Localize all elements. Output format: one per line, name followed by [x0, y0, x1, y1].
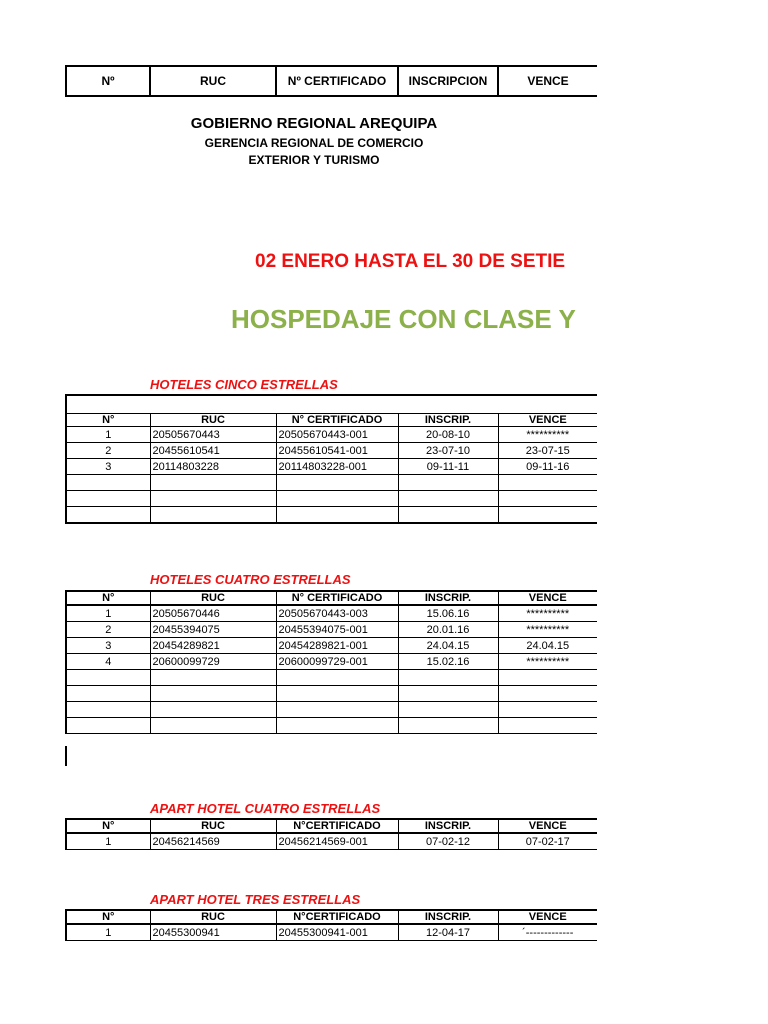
- header-ruc: RUC: [150, 66, 276, 96]
- header-no: Nº: [66, 66, 150, 96]
- cell-no: 2: [66, 622, 150, 638]
- col-no: N°: [66, 414, 150, 427]
- table-row: [66, 443, 597, 459]
- table-row: [66, 638, 597, 654]
- cell-certificado: 20505670443-001: [276, 427, 398, 443]
- cell-inscrip: 20.01.16: [398, 622, 498, 638]
- cell-certificado: 20455610541-001: [276, 443, 398, 459]
- table-apart-cuatro: [65, 818, 597, 850]
- col-ruc: RUC: [150, 414, 276, 427]
- cell-ruc: 20454289821: [150, 638, 276, 654]
- cell-no: 3: [66, 459, 150, 475]
- table-row: [66, 459, 597, 475]
- cell-vence: ´-------------: [498, 924, 597, 941]
- cell-vence: **********: [498, 605, 597, 622]
- table-cinco-estrellas: [65, 394, 597, 524]
- section-label-apart-cuatro: APART HOTEL CUATRO ESTRELLAS: [150, 801, 381, 816]
- cell-ruc: 20455300941: [150, 924, 276, 941]
- col-ruc: RUC: [150, 591, 276, 605]
- org-department-2: EXTERIOR Y TURISMO: [248, 153, 380, 167]
- empty-row: [66, 507, 597, 524]
- col-certificado: N°CERTIFICADO: [276, 819, 398, 833]
- cell-certificado: 20455394075-001: [276, 622, 398, 638]
- col-certificado: N°CERTIFICADO: [276, 910, 398, 924]
- cell-no: 1: [66, 833, 150, 850]
- col-inscrip: INSCRIP.: [398, 414, 498, 427]
- cell-no: 3: [66, 638, 150, 654]
- cell-certificado: 20600099729-001: [276, 654, 398, 670]
- table-row: [66, 622, 597, 638]
- table-row: [66, 427, 597, 443]
- col-inscrip: INSCRIP.: [398, 819, 498, 833]
- table-row: [66, 654, 597, 670]
- section-label-apart-tres: APART HOTEL TRES ESTRELLAS: [150, 892, 361, 907]
- table-row: [66, 833, 597, 850]
- cell-ruc: 20505670446: [150, 605, 276, 622]
- cell-vence: **********: [498, 622, 597, 638]
- table-row: [66, 924, 597, 941]
- col-inscrip: INSCRIP.: [398, 591, 498, 605]
- cell-ruc: 20505670443: [150, 427, 276, 443]
- cell-ruc: 20455394075: [150, 622, 276, 638]
- cell-ruc: 20456214569: [150, 833, 276, 850]
- cell-vence: 23-07-15: [498, 443, 597, 459]
- cell-certificado: 20114803228-001: [276, 459, 398, 475]
- col-vence: VENCE: [498, 591, 597, 605]
- table-blank-row: [66, 395, 597, 414]
- cell-ruc: 20114803228: [150, 459, 276, 475]
- cell-certificado: 20456214569-001: [276, 833, 398, 850]
- col-no: N°: [66, 819, 150, 833]
- table-cuatro-estrellas: [65, 590, 597, 734]
- empty-row: [66, 686, 597, 702]
- col-vence: VENCE: [498, 414, 597, 427]
- cell-inscrip: 20-08-10: [398, 427, 498, 443]
- cell-no: 2: [66, 443, 150, 459]
- cell-vence: 24.04.15: [498, 638, 597, 654]
- col-vence: VENCE: [498, 819, 597, 833]
- cell-inscrip: 15.02.16: [398, 654, 498, 670]
- empty-row: [66, 491, 597, 507]
- cell-certificado: 20454289821-001: [276, 638, 398, 654]
- header-vence: VENCE: [498, 66, 597, 96]
- cell-certificado: 20455300941-001: [276, 924, 398, 941]
- org-name: GOBIERNO REGIONAL AREQUIPA: [190, 115, 438, 132]
- empty-row: [66, 702, 597, 718]
- col-inscrip: INSCRIP.: [398, 910, 498, 924]
- top-header-table: [65, 65, 597, 97]
- section-label-cuatro: HOTELES CUATRO ESTRELLAS: [150, 572, 351, 587]
- period-title: 02 ENERO HASTA EL 30 DE SETIE: [255, 251, 566, 272]
- cell-no: 1: [66, 427, 150, 443]
- cell-inscrip: 24.04.15: [398, 638, 498, 654]
- cell-ruc: 20455610541: [150, 443, 276, 459]
- cell-no: 1: [66, 924, 150, 941]
- cell-inscrip: 23-07-10: [398, 443, 498, 459]
- col-vence: VENCE: [498, 910, 597, 924]
- table-apart-tres: [65, 909, 597, 941]
- cell-no: 4: [66, 654, 150, 670]
- table-side-line: [65, 746, 67, 766]
- cell-vence: **********: [498, 427, 597, 443]
- cell-vence: **********: [498, 654, 597, 670]
- empty-row: [66, 718, 597, 734]
- col-ruc: RUC: [150, 910, 276, 924]
- col-certificado: N° CERTIFICADO: [276, 414, 398, 427]
- header-inscripcion: INSCRIPCION: [398, 66, 498, 96]
- col-no: N°: [66, 591, 150, 605]
- cell-inscrip: 07-02-12: [398, 833, 498, 850]
- cell-inscrip: 12-04-17: [398, 924, 498, 941]
- empty-row: [66, 670, 597, 686]
- cell-no: 1: [66, 605, 150, 622]
- cell-vence: 07-02-17: [498, 833, 597, 850]
- cell-vence: 09-11-16: [498, 459, 597, 475]
- main-title: HOSPEDAJE CON CLASE Y: [231, 304, 576, 334]
- col-certificado: N° CERTIFICADO: [276, 591, 398, 605]
- org-department: GERENCIA REGIONAL DE COMERCIO: [204, 136, 424, 150]
- empty-row: [66, 475, 597, 491]
- cell-inscrip: 15.06.16: [398, 605, 498, 622]
- col-no: N°: [66, 910, 150, 924]
- cell-inscrip: 09-11-11: [398, 459, 498, 475]
- cell-ruc: 20600099729: [150, 654, 276, 670]
- cell-certificado: 20505670443-003: [276, 605, 398, 622]
- header-certificado: Nº CERTIFICADO: [276, 66, 398, 96]
- section-label-cinco: HOTELES CINCO ESTRELLAS: [150, 377, 338, 392]
- table-row: [66, 605, 597, 622]
- col-ruc: RUC: [150, 819, 276, 833]
